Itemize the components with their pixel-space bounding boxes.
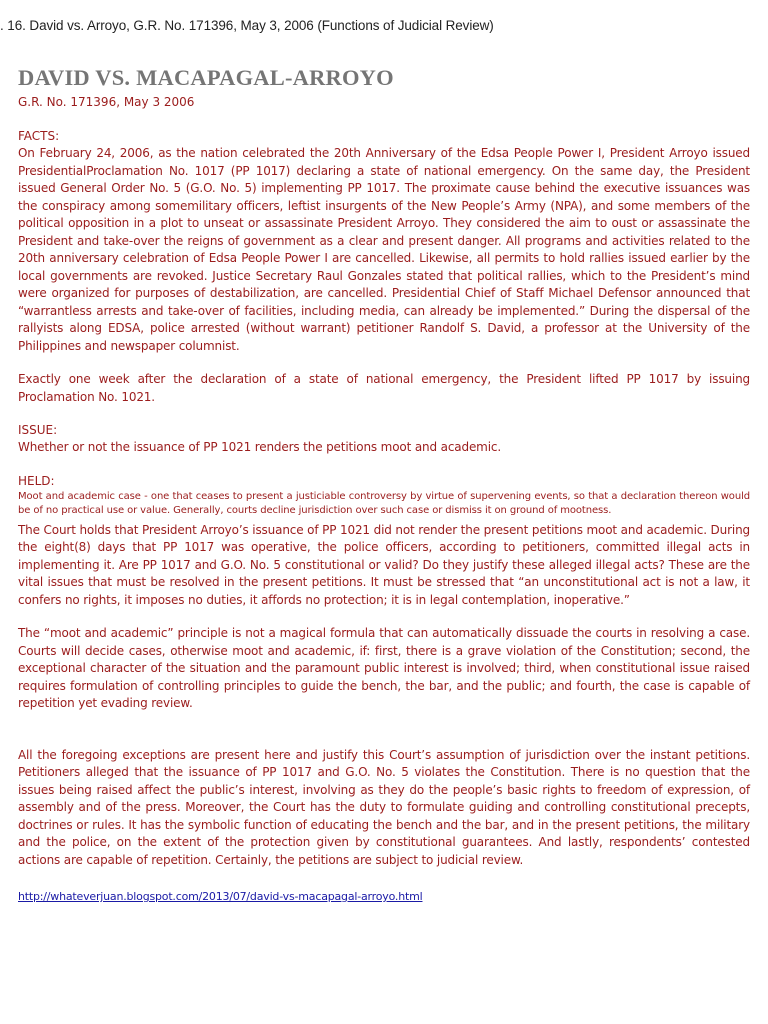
held-paragraph-1: The Court holds that President Arroyo’s issuance of PP 1021 did not render the present petitions moot and academic. During the eight(8) days that PP 1017 was operative, the police officers, according to petitioners, committed illegal acts in implementing it. Are PP 1017 and G.O. No. 5 constitutional or valid? Do they justify these alleged illegal acts? These are the vital issues that must be resolved in the present petitions. It must be stressed that “an unconstitutional act is not a law, it confers no rights, it imposes no duties, it affords no protection; it is in legal contemplation, inoperative.” (18, 522, 750, 607)
case-title: DAVID VS. MACAPAGAL-ARROYO (18, 65, 394, 90)
page-header-line: . 16. David vs. Arroyo, G.R. No. 171396, May 3, 2006 (Functions of Judicial Review) (0, 18, 494, 33)
issue-label: ISSUE: (18, 423, 58, 437)
held-paragraph-2: The “moot and academic” principle is not a magical formula that can automatically dissuade the courts in resolving a case. Courts will decide cases, otherwise moot and academic, if: first, there is a grave violation of the Constitution; second, the exceptional character of the situation and the paramount public interest is involved; third, when constitutional issue raised requires formulation of controlling principles to guide the bench, the bar, and the public; and fourth, the case is capable of repetition yet evading review. (18, 626, 750, 710)
gr-number: G.R. No. 171396, May 3 2006 (18, 95, 195, 109)
issue-text: Whether or not the issuance of PP 1021 renders the petitions moot and academic. (18, 440, 502, 454)
facts-paragraph-2: Exactly one week after the declaration of a state of national emergency, the President lifted PP 1017 by issuing Proclamation No. 1021. (18, 372, 750, 404)
source-link[interactable]: http://whateverjuan.blogspot.com/2013/07/david-vs-macapagal-arroyo.html (18, 890, 423, 903)
held-definition: Moot and academic case - one that ceases to present a justiciable controversy by virtue of supervening events, so that a declaration thereon would be of no practical use or value. Generally, courts decline jurisdiction over such case or dismiss it on ground of mootness. (18, 490, 750, 516)
facts-label: FACTS: (18, 129, 60, 143)
held-paragraph-3: All the foregoing exceptions are present here and justify this Court’s assumption of jurisdiction over the instant petitions. Petitioners alleged that the issuance of PP 1017 and G.O. No. 5 violates the Constitution. There is no question that the issues being raised affect the public’s interest, involving as they do the people’s basic rights to freedom of expression, of assembly and of the press. Moreover, the Court has the duty to formulate guiding and controlling constitutional precepts, doctrines or rules. It has the symbolic function of educating the bench and the bar, and in the present petitions, the military and the police, on the extent of the protection given by constitutional guarantees. And lastly, respondents’ contested actions are capable of repetition. Certainly, the petitions are subject to judicial review. (18, 747, 750, 867)
case-digest (18, 64, 750, 905)
held-label: HELD: (18, 473, 55, 488)
facts-paragraph-1: On February 24, 2006, as the nation celebrated the 20th Anniversary of the Edsa People Power I, President Arroyo issued PresidentialProclamation No. 1017 (PP 1017) declaring a state of national emergency. On the same day, the President issued General Order No. 5 (G.O. No. 5) implementing PP 1017. The proximate cause behind the executive issuances was the conspiracy among somemilitary officers, leftist insurgents of the New People’s Army (NPA), and some members of the political opposition in a plot to unseat or assassinate President Arroyo. They considered the aim to oust or assassinate the President and take-over the reigns of government as a clear and present danger. All programs and activities related to the 20th anniversary celebration of Edsa People Power I are cancelled. Likewise, all permits to hold rallies issued earlier by the local governments are revoked. Justice Secretary Raul Gonzales stated that political rallies, which to the President’s mind were organized for purposes of destabilization, are cancelled. Presidential Chief of Staff Michael Defensor announced that “warrantless arrests and take-over of facilities, including media, can already be implemented.” During the dispersal of the rallyists along EDSA, police arrested (without warrant) petitioner Randolf S. David, a professor at the University of the Philippines and newspaper columnist. (18, 146, 750, 353)
